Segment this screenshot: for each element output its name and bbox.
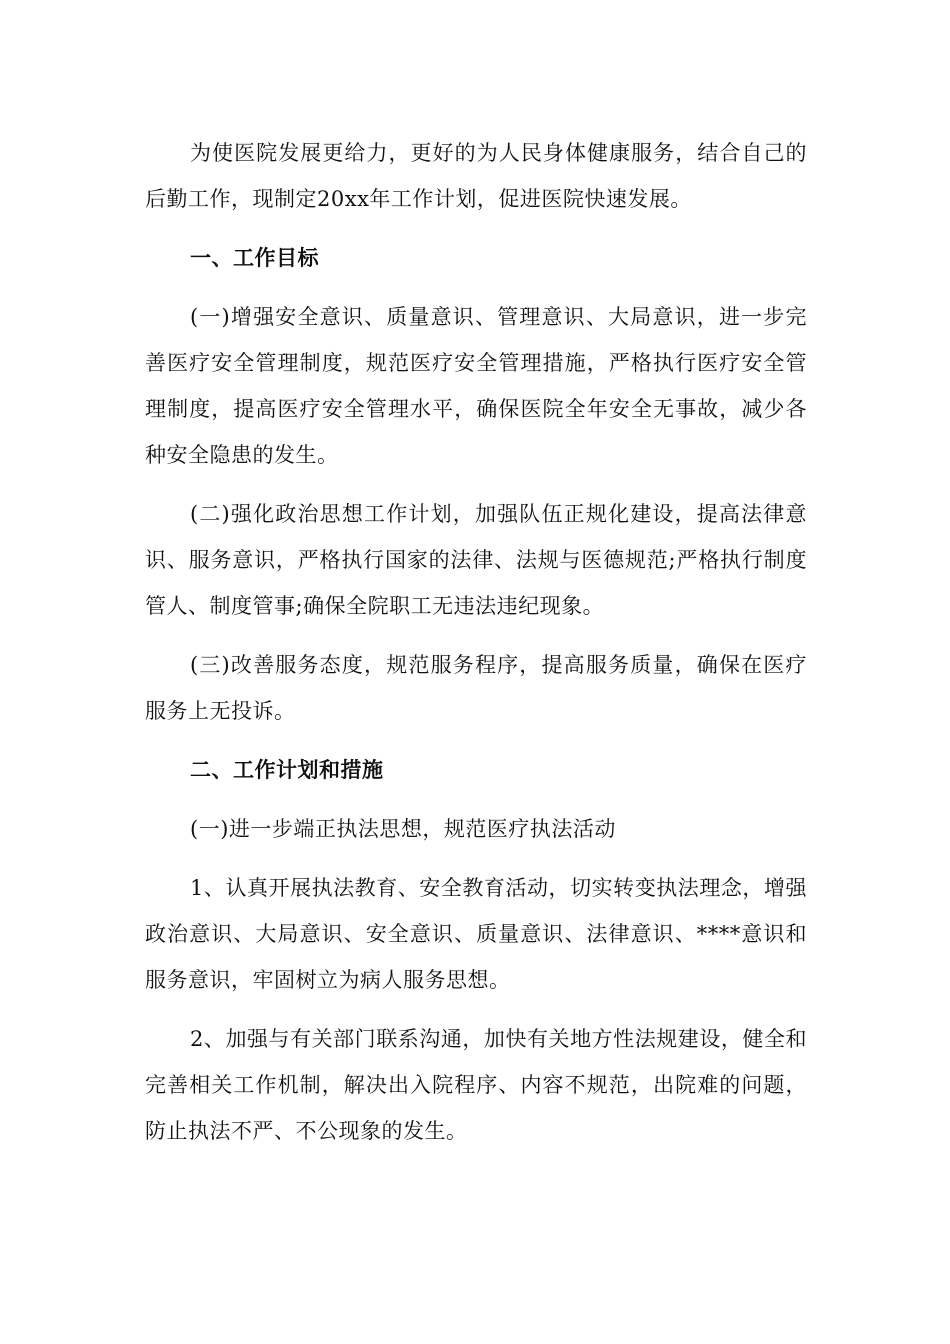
section-heading-goals: 一、工作目标 (190, 245, 319, 270)
plan-paragraph-1: 1、认真开展执法教育、安全教育活动，切实转变执法理念，增强政治意识、大局意识、安全意识、质量意识、法律意识、****意识和服务意识，牢固树立为病人服务思想。 (145, 876, 807, 992)
subsection-heading-1: (一)进一步端正执法思想，规范医疗执法活动 (190, 817, 616, 841)
section-heading-plan: 二、工作计划和措施 (190, 757, 384, 782)
plan-paragraph-2: 2、加强与有关部门联系沟通，加快有关地方性法规建设，健全和完善相关工作机制，解决出入院程序、内容不规范，出院难的问题，防止执法不严、不公现象的发生。 (145, 1027, 807, 1143)
goal-paragraph-3: (三)改善服务态度，规范服务程序，提高服务质量，确保在医疗服务上无投诉。 (145, 653, 807, 723)
document-body (145, 130, 807, 1167)
goal-paragraph-2: (二)强化政治思想工作计划，加强队伍正规化建设，提高法律意识、服务意识，严格执行国家的法律、法规与医德规范;严格执行制度管人、制度管事;确保全院职工无违法违纪现象。 (145, 502, 807, 618)
goal-paragraph-1: (一)增强安全意识、质量意识、管理意识、大局意识，进一步完善医疗安全管理制度，规范医疗安全管理措施，严格执行医疗安全管理制度，提高医疗安全管理水平，确保医院全年安全无事故，减少各种安全隐患的发生。 (145, 305, 807, 467)
intro-paragraph: 为使医院发展更给力，更好的为人民身体健康服务，结合自己的后勤工作，现制定20xx年工作计划，促进医院快速发展。 (145, 141, 807, 211)
